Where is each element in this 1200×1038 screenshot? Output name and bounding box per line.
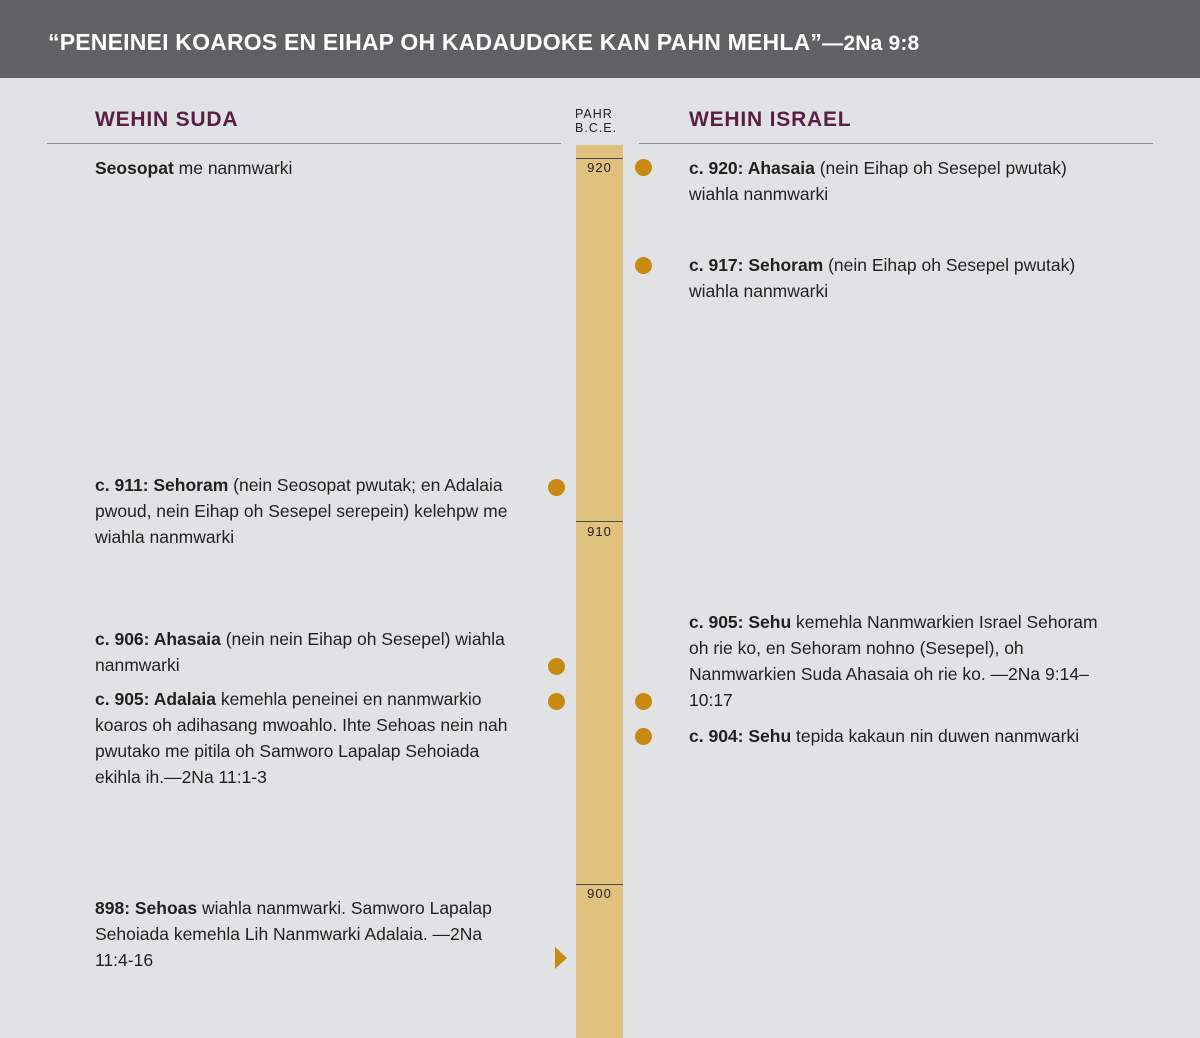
- tick-920: [576, 158, 623, 159]
- event-left-5-body: wiahla nanmwarki. Samworo Lapalap Sehoiada kemehla Lih Nanmwarki Adalaia. —2Na 11:4-16: [95, 898, 492, 970]
- timeline-bar: [576, 145, 623, 1038]
- event-right-3-body: kemehla Nanmwarkien Israel Sehoram oh rie ko, en Sehoram nohno (Sesepel), oh Nanmwarkien Suda Ahasaia oh rie ko. —2Na 9:14–10:17: [689, 612, 1098, 710]
- event-left-2-body: (nein Seosopat pwutak; en Adalaia pwoud, nein Eihap oh Sesepel serepein) kelehpw me wiahla nanmwarki: [95, 475, 508, 547]
- timeline-dot-icon: [548, 658, 565, 675]
- event-left-3: [95, 626, 535, 678]
- event-right-3: [689, 609, 1099, 713]
- event-left-2-head: c. 911: Sehoram: [95, 475, 229, 495]
- event-right-1: [689, 155, 1109, 207]
- event-right-4: [689, 723, 1179, 749]
- timeline-dot-icon: [635, 693, 652, 710]
- right-column-title: WEHIN ISRAEL: [689, 108, 852, 131]
- timeline-axis-label: [575, 107, 625, 135]
- axis-label-line1: PAHR: [575, 107, 613, 121]
- page-title: [48, 29, 919, 56]
- timeline-dot-icon: [635, 257, 652, 274]
- event-right-4-body: tepida kakaun nin duwen nanmwarki: [791, 726, 1080, 746]
- event-right-1-head: c. 920: Ahasaia: [689, 158, 815, 178]
- event-right-4-head: c. 904: Sehu: [689, 726, 792, 746]
- event-left-1-head: Seosopat: [95, 158, 174, 178]
- event-right-2-body: (nein Eihap oh Sesepel pwutak) wiahla nanmwarki: [689, 255, 1076, 301]
- event-left-2: [95, 472, 535, 550]
- event-left-4: [95, 686, 515, 790]
- tick-label-900: 900: [587, 886, 612, 901]
- left-column-title: WEHIN SUDA: [95, 108, 239, 131]
- event-left-1: [95, 155, 535, 181]
- timeline-arrow-icon: [555, 947, 567, 969]
- tick-900: [576, 884, 623, 885]
- event-right-3-head: c. 905: Sehu: [689, 612, 792, 632]
- timeline-dot-icon: [548, 479, 565, 496]
- timeline-dot-icon: [548, 693, 565, 710]
- tick-label-910: 910: [587, 524, 612, 539]
- left-header-rule: [47, 143, 561, 144]
- event-right-2: [689, 252, 1109, 304]
- event-left-4-body: kemehla peneinei en nanmwarkio koaros oh adihasang mwoahlo. Ihte Sehoas nein nah pwutako me pitila oh Samworo Lapalap Sehoiada ekihla ih.—2Na 11:1-3: [95, 689, 508, 787]
- tick-910: [576, 521, 623, 522]
- right-header-rule: [639, 143, 1153, 144]
- event-right-1-body: (nein Eihap oh Sesepel pwutak) wiahla nanmwarki: [689, 158, 1067, 204]
- title-reference: —2Na 9:8: [822, 32, 920, 55]
- event-left-5-head: 898: Sehoas: [95, 898, 198, 918]
- timeline-dot-icon: [635, 728, 652, 745]
- tick-label-920: 920: [587, 160, 612, 175]
- event-left-3-head: c. 906: Ahasaia: [95, 629, 221, 649]
- axis-label-line2: B.C.E.: [575, 121, 618, 135]
- event-left-3-body: (nein nein Eihap oh Sesepel) wiahla nanmwarki: [95, 629, 505, 675]
- timeline-dot-icon: [635, 159, 652, 176]
- event-left-1-body: me nanmwarki: [173, 158, 293, 178]
- title-text: “PENEINEI KOAROS EN EIHAP OH KADAUDOKE KAN PAHN MEHLA”: [48, 29, 823, 55]
- page-header: [0, 0, 1200, 78]
- event-left-4-head: c. 905: Adalaia: [95, 689, 216, 709]
- event-left-5: [95, 895, 520, 973]
- event-right-2-head: c. 917: Sehoram: [689, 255, 824, 275]
